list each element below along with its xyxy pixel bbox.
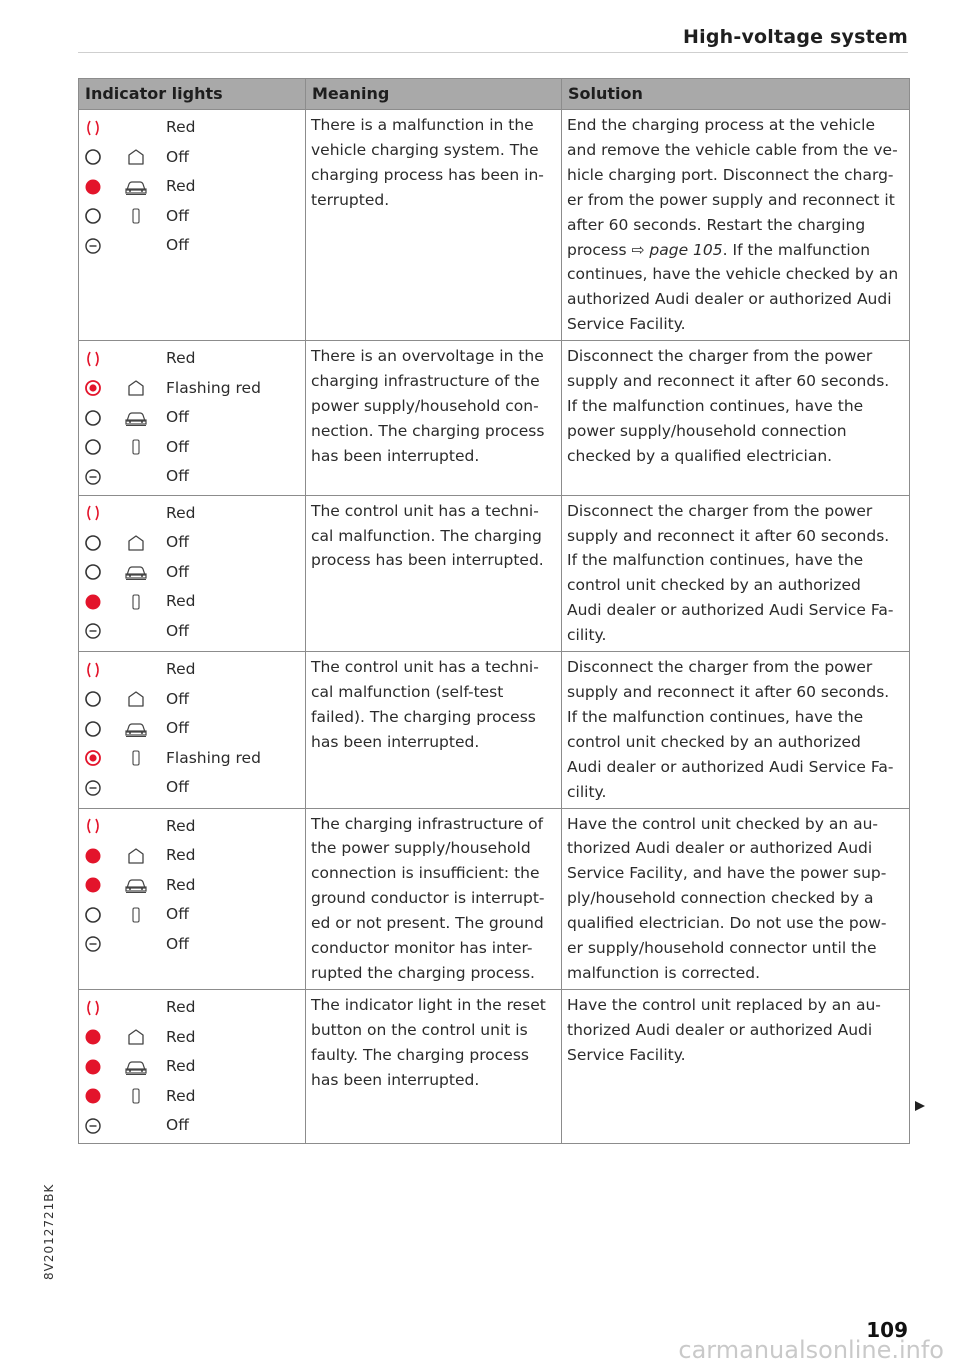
indicator-line	[84, 714, 300, 744]
indicator-state: Red	[166, 349, 196, 368]
table-header-row	[79, 79, 910, 110]
table-row	[79, 341, 910, 496]
plug-icon	[116, 906, 156, 924]
reset-button-icon	[84, 468, 116, 486]
house-icon	[116, 847, 156, 865]
meaning-cell	[306, 652, 562, 808]
vehicle-icon	[116, 876, 156, 894]
indicator-state: Off	[166, 934, 189, 953]
watermark-text: carmanualsonline.info	[678, 1336, 944, 1364]
indicator-state: Red	[166, 1027, 196, 1046]
meaning-line: The indicator light in the reset	[311, 995, 546, 1014]
page-reference-link[interactable]: page 105	[649, 240, 723, 259]
circle-empty-icon	[84, 690, 116, 708]
solution-line: checked by a qualified electrician.	[567, 446, 833, 465]
indicator-cell	[79, 110, 306, 341]
solution-line: supply and reconnect it after 60 seconds.	[567, 683, 890, 701]
meaning-line: nection. The charging process	[311, 421, 545, 440]
solution-line	[567, 238, 904, 263]
vehicle-icon	[116, 1058, 156, 1076]
circle-empty-icon	[84, 438, 116, 456]
circle-empty-icon	[84, 534, 116, 552]
solution-line: End the charging process at the vehicle	[567, 116, 875, 134]
table-row	[79, 110, 910, 341]
solution-text: . If the malfunction	[722, 240, 871, 259]
page-number: 109	[866, 1318, 908, 1342]
meaning-cell	[306, 989, 562, 1144]
indicator-cell	[79, 989, 306, 1144]
brackets-icon	[84, 999, 116, 1017]
house-icon	[116, 690, 156, 708]
solution-cell	[562, 341, 910, 496]
table-row	[79, 989, 910, 1144]
meaning-line: There is a malfunction in the	[311, 116, 534, 134]
indicator-line	[84, 403, 300, 433]
solution-line: If the malfunction continues, have the	[567, 551, 864, 570]
indicator-line	[84, 1052, 300, 1082]
meaning-line: charging infrastructure of the	[311, 372, 540, 391]
indicator-state: Off	[166, 236, 189, 255]
meaning-line: cal malfunction. The charging	[311, 526, 542, 545]
circle-red-icon	[84, 876, 116, 894]
indicator-line	[84, 841, 300, 871]
column-header-meaning: Meaning	[306, 79, 562, 110]
vehicle-icon	[116, 178, 156, 196]
indicator-state: Flashing red	[166, 748, 261, 767]
meaning-line: The control unit has a techni-	[311, 501, 539, 520]
circle-red-icon	[84, 178, 116, 196]
meaning-line: has been interrupted.	[311, 446, 480, 465]
circle-empty-icon	[84, 563, 116, 581]
indicator-line	[84, 143, 300, 173]
indicator-line	[84, 558, 300, 588]
meaning-line: ground conductor is interrupt-	[311, 889, 545, 908]
indicator-state: Off	[166, 437, 189, 456]
plug-icon	[116, 749, 156, 767]
indicator-state: Off	[166, 719, 189, 738]
solution-line: authorized Audi dealer or authorized Audi	[567, 290, 892, 309]
indicator-line	[84, 462, 300, 492]
solution-line: Have the control unit checked by an au-	[567, 814, 878, 833]
indicator-line	[84, 930, 300, 960]
solution-line: er supply/household connector until the	[567, 939, 877, 958]
solution-line: cility.	[567, 626, 607, 645]
solution-line: If the malfunction continues, have the	[567, 396, 864, 415]
plug-icon	[116, 207, 156, 225]
reset-button-icon	[84, 237, 116, 255]
house-icon	[116, 379, 156, 397]
solution-line: Disconnect the charger from the power	[567, 347, 873, 366]
brackets-icon	[84, 661, 116, 679]
indicator-line	[84, 587, 300, 617]
solution-line: qualified electrician. Do not use the pow-	[567, 914, 887, 933]
meaning-line: the power supply/household	[311, 839, 531, 858]
meaning-cell	[306, 495, 562, 651]
solution-line: control unit checked by an authorized	[567, 732, 861, 751]
brackets-icon	[84, 350, 116, 368]
meaning-line: faulty. The charging process	[311, 1045, 529, 1064]
meaning-line: cal malfunction (self-test	[311, 683, 504, 701]
indicator-state: Off	[166, 206, 189, 225]
indicator-line	[84, 900, 300, 930]
indicator-line	[84, 528, 300, 558]
solution-line: cility.	[567, 782, 607, 801]
indicator-line	[84, 231, 300, 261]
indicator-line	[84, 172, 300, 202]
meaning-line: conductor monitor has inter-	[311, 939, 533, 958]
indicator-cell	[79, 495, 306, 651]
meaning-cell	[306, 808, 562, 989]
meaning-line: There is an overvoltage in the	[311, 347, 544, 366]
meaning-line: has been interrupted.	[311, 732, 480, 751]
indicator-line	[84, 113, 300, 143]
meaning-cell	[306, 110, 562, 341]
solution-text: process ⇨	[567, 240, 650, 259]
vehicle-icon	[116, 720, 156, 738]
solution-cell	[562, 989, 910, 1144]
solution-line: thorized Audi dealer or authorized Audi	[567, 839, 873, 858]
indicator-state: Red	[166, 177, 196, 196]
house-icon	[116, 1028, 156, 1046]
brackets-icon	[84, 504, 116, 522]
indicator-state: Red	[166, 816, 196, 835]
indicator-line	[84, 433, 300, 463]
solution-line: control unit checked by an authorized	[567, 576, 861, 595]
indicator-state: Off	[166, 621, 189, 640]
meaning-line: rupted the charging process.	[311, 963, 535, 982]
indicator-line	[84, 773, 300, 803]
circle-flashing-icon	[84, 749, 116, 767]
plug-icon	[116, 1087, 156, 1105]
solution-cell	[562, 110, 910, 341]
solution-line: Audi dealer or authorized Audi Service Fa-	[567, 601, 894, 620]
meaning-line: has been interrupted.	[311, 1070, 480, 1089]
indicator-state: Red	[166, 1086, 196, 1105]
document-code: 8V2012721BK	[42, 1183, 56, 1280]
solution-cell	[562, 495, 910, 651]
circle-red-icon	[84, 1087, 116, 1105]
indicator-line	[84, 374, 300, 404]
indicator-state: Flashing red	[166, 378, 261, 397]
meaning-line: The control unit has a techni-	[311, 658, 539, 677]
indicator-line	[84, 617, 300, 647]
table-row	[79, 808, 910, 989]
vehicle-icon	[116, 563, 156, 581]
circle-red-icon	[84, 1028, 116, 1046]
solution-line: er from the power supply and reconnect it	[567, 190, 895, 209]
vehicle-icon	[116, 409, 156, 427]
header-divider	[78, 52, 908, 53]
page-header-title: High-voltage system	[683, 26, 908, 48]
indicator-state: Off	[166, 778, 189, 797]
meaning-line: connection is insufficient: the	[311, 864, 540, 883]
indicator-cell	[79, 652, 306, 808]
indicator-cell	[79, 341, 306, 496]
solution-line: Disconnect the charger from the power	[567, 658, 873, 677]
continue-arrow-icon	[913, 1099, 927, 1113]
solution-line: Service Facility.	[567, 1045, 686, 1064]
indicator-line	[84, 655, 300, 685]
indicator-state: Off	[166, 1116, 189, 1135]
indicator-line	[84, 202, 300, 232]
indicator-state: Off	[166, 147, 189, 166]
indicator-state: Off	[166, 562, 189, 581]
indicator-state: Off	[166, 467, 189, 486]
circle-empty-icon	[84, 409, 116, 427]
indicator-line	[84, 1081, 300, 1111]
indicator-line	[84, 812, 300, 842]
solution-line: malfunction is corrected.	[567, 963, 761, 982]
indicator-cell	[79, 808, 306, 989]
column-header-indicator-lights: Indicator lights	[79, 79, 306, 110]
indicator-line	[84, 993, 300, 1023]
indicator-state: Red	[166, 118, 196, 137]
solution-line: supply and reconnect it after 60 seconds.	[567, 526, 890, 545]
meaning-line: failed). The charging process	[311, 707, 536, 726]
solution-line: If the malfunction continues, have the	[567, 707, 864, 726]
plug-icon	[116, 438, 156, 456]
solution-line: after 60 seconds. Restart the charging	[567, 215, 866, 234]
column-header-solution: Solution	[562, 79, 910, 110]
plug-icon	[116, 593, 156, 611]
solution-line: thorized Audi dealer or authorized Audi	[567, 1020, 873, 1039]
brackets-icon	[84, 119, 116, 137]
indicator-line	[84, 344, 300, 374]
circle-empty-icon	[84, 207, 116, 225]
indicator-line	[84, 744, 300, 774]
circle-empty-icon	[84, 906, 116, 924]
meaning-line: charging process has been in-	[311, 165, 544, 184]
reset-button-icon	[84, 779, 116, 797]
indicator-state: Off	[166, 905, 189, 924]
indicator-state: Red	[166, 503, 196, 522]
table-row	[79, 652, 910, 808]
solution-line: Service Facility, and have the power sup-	[567, 864, 887, 883]
circle-empty-icon	[84, 148, 116, 166]
house-icon	[116, 148, 156, 166]
meaning-line: button on the control unit is	[311, 1020, 528, 1039]
house-icon	[116, 534, 156, 552]
solution-line: supply and reconnect it after 60 seconds.	[567, 372, 890, 391]
reset-button-icon	[84, 935, 116, 953]
table-row	[79, 495, 910, 651]
indicator-state: Red	[166, 592, 196, 611]
indicator-line	[84, 685, 300, 715]
circle-flashing-icon	[84, 379, 116, 397]
indicator-state: Red	[166, 846, 196, 865]
meaning-cell	[306, 341, 562, 496]
solution-cell	[562, 652, 910, 808]
indicator-line	[84, 499, 300, 529]
circle-red-icon	[84, 593, 116, 611]
solution-line: Service Facility.	[567, 315, 686, 334]
indicator-state: Red	[166, 998, 196, 1017]
reset-button-icon	[84, 1117, 116, 1135]
reset-button-icon	[84, 622, 116, 640]
indicator-state: Red	[166, 1057, 196, 1076]
solution-line: hicle charging port. Disconnect the charg-	[567, 165, 894, 184]
indicator-state: Red	[166, 660, 196, 679]
indicator-line	[84, 1022, 300, 1052]
meaning-line: terrupted.	[311, 190, 390, 209]
circle-empty-icon	[84, 720, 116, 738]
indicator-state: Off	[166, 533, 189, 552]
solution-line: ply/household connection checked by a	[567, 889, 874, 908]
solution-line: continues, have the vehicle checked by an	[567, 265, 899, 284]
indicator-lights-table	[78, 78, 910, 1144]
meaning-line: vehicle charging system. The	[311, 140, 539, 159]
indicator-state: Red	[166, 875, 196, 894]
meaning-line: power supply/household con-	[311, 396, 539, 415]
solution-line: Have the control unit replaced by an au-	[567, 995, 881, 1014]
circle-red-icon	[84, 847, 116, 865]
meaning-line: process has been interrupted.	[311, 551, 544, 570]
indicator-line	[84, 1111, 300, 1141]
solution-line: Audi dealer or authorized Audi Service Fa-	[567, 757, 894, 776]
indicator-state: Off	[166, 408, 189, 427]
meaning-line: ed or not present. The ground	[311, 914, 544, 933]
solution-line: Disconnect the charger from the power	[567, 501, 873, 520]
indicator-state: Off	[166, 689, 189, 708]
circle-red-icon	[84, 1058, 116, 1076]
solution-line: power supply/household connection	[567, 421, 847, 440]
solution-line: and remove the vehicle cable from the ve-	[567, 140, 898, 159]
meaning-line: The charging infrastructure of	[311, 814, 544, 833]
indicator-line	[84, 871, 300, 901]
brackets-icon	[84, 817, 116, 835]
solution-cell	[562, 808, 910, 989]
